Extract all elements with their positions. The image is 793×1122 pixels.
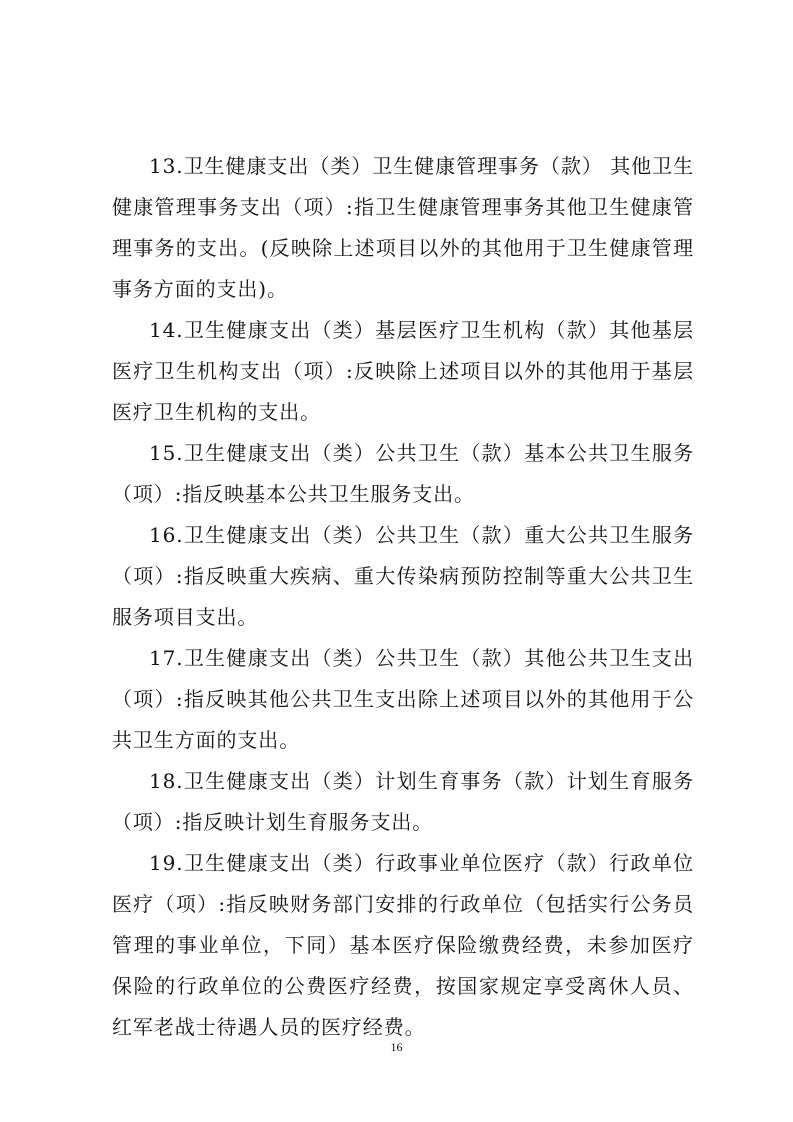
page-number: 16	[390, 1040, 403, 1054]
paragraph-item-15: 15.卫生健康支出（类）公共卫生（款）基本公共卫生服务（项）:指反映基本公共卫生服务支出。	[112, 441, 694, 506]
paragraph-item-16: 16.卫生健康支出（类）公共卫生（款）重大公共卫生服务（项）:指反映重大疾病、重大传染病预防控制等重大公共卫生服务项目支出。	[112, 523, 694, 629]
paragraph-item-18: 18.卫生健康支出（类）计划生育事务（款）计划生育服务（项）:指反映计划生育服务支出。	[112, 769, 694, 834]
paragraph-item-19: 19.卫生健康支出（类）行政事业单位医疗（款）行政单位医疗（项）:指反映财务部门安排的行政单位（包括实行公务员管理的事业单位，下同）基本医疗保险缴费经费，未参加医疗保险的行政单位的公费医疗经费，按国家规定享受离休人员、红军老战士待遇人员的医疗经费。	[112, 851, 694, 1039]
body-text	[112, 146, 694, 1048]
paragraph-item-14: 14.卫生健康支出（类）基层医疗卫生机构（款）其他基层医疗卫生机构支出（项）:反映除上述项目以外的其他用于基层医疗卫生机构的支出。	[112, 318, 694, 424]
paragraph-item-17: 17.卫生健康支出（类）公共卫生（款）其他公共卫生支出（项）:指反映其他公共卫生支出除上述项目以外的其他用于公共卫生方面的支出。	[112, 646, 694, 752]
paragraph-item-13: 13.卫生健康支出（类）卫生健康管理事务（款） 其他卫生健康管理事务支出（项）:指卫生健康管理事务其他卫生健康管理事务的支出。(反映除上述项目以外的其他用于卫生健康管理事务方面的支出)。	[112, 154, 694, 301]
